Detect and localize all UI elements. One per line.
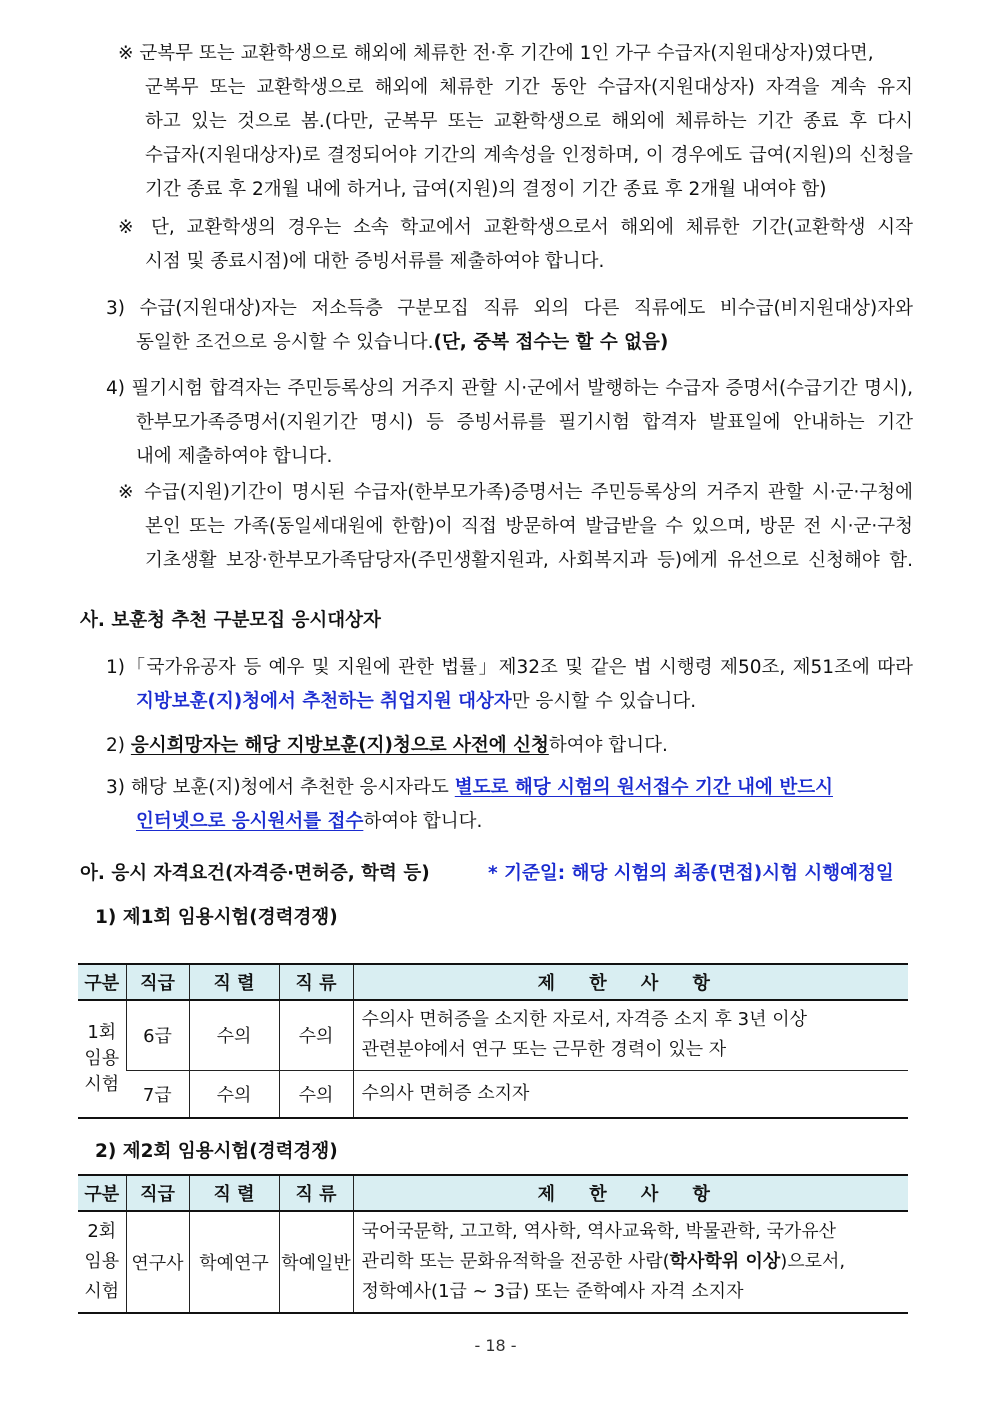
table2-row1-class: 학예일반	[279, 1211, 353, 1313]
table2-row1-limit: 국어국문학, 고고학, 역사학, 역사교육학, 박물관학, 국가유산 관리학 또는 문화유적학을 전공한 사람(학사학위 이상)으로서, 정학예사(1급 ~ 3급) 또는 준학예사 자격 소지자	[353, 1211, 908, 1313]
item4-line2: 한부모가족증명서(지원기간 명시) 등 증빙서류를 필기시험 합격자 발표일에 안내하는 기간	[136, 412, 913, 433]
sa-item3-line1	[106, 776, 833, 800]
table-row	[78, 1211, 908, 1313]
table1-row2-series: 수의	[189, 1070, 279, 1118]
basis-text: * 기준일: 해당 시험의 최종(면접)시험 시행예정일	[488, 863, 894, 884]
note1-line1: ※ 군복무 또는 교환학생으로 해외에 체류한 전·후 기간에 1인 가구 수급자(지원대상자)였다면,	[118, 43, 874, 64]
table1-header-class: 직 류	[279, 964, 353, 1000]
table1-row2-limit: 수의사 면허증 소지자	[353, 1070, 908, 1118]
item4-line3: 내에 제출하여야 합니다.	[136, 446, 333, 467]
section-a-title: 아. 응시 자격요건(자격증·면허증, 학력 등)	[80, 863, 430, 884]
table2-row1-series: 학예연구	[189, 1211, 279, 1313]
table1-row1-limit: 수의사 면허증을 소지한 자로서, 자격증 소지 후 3년 이상 관련분야에서 연구 또는 근무한 경력이 있는 자	[353, 1000, 908, 1070]
sa-item1-line1: 1)「국가유공자 등 예우 및 지원에 관한 법률」제32조 및 같은 법 시행령 제50조, 제51조에 따라	[106, 657, 913, 678]
sa-item2	[106, 734, 668, 758]
table-row	[78, 1000, 908, 1070]
table1-row1-class: 수의	[279, 1000, 353, 1070]
sa-item3-highlight2: 인터넷으로 응시원서를 접수	[136, 811, 364, 832]
table1-caption: 1) 제1회 임용시험(경력경쟁)	[95, 907, 338, 928]
sa-item3-highlight1: 별도로 해당 시험의 원서접수 기간 내에 반드시	[454, 777, 833, 798]
table1-header-grade: 직급	[126, 964, 189, 1000]
degree-requirement: 학사학위 이상	[669, 1251, 781, 1272]
table1-header-gubun: 구분	[78, 964, 126, 1000]
item3-line1: 3) 수급(지원대상)자는 저소득층 구분모집 직류 외의 다른 직류에도 비수급(비지원대상)자와	[106, 298, 913, 319]
item3-text: 동일한 조건으로 응시할 수 있습니다.	[136, 332, 434, 353]
page-number: - 18 -	[474, 1336, 517, 1355]
sa-item3-rest: 하여야 합니다.	[363, 811, 483, 832]
table2-group-label: 2회 임용 시험	[78, 1211, 126, 1313]
table-row	[78, 1070, 908, 1118]
item3-line2	[136, 331, 668, 355]
sa-item2-underlined: 응시희망자는 해당 지방보훈(지)청으로 사전에 신청	[130, 735, 549, 756]
note2-line2: 시점 및 종료시점)에 대한 증빙서류를 제출하여야 합니다.	[145, 251, 605, 272]
note3-line2: 본인 또는 가족(동일세대원에 한함)이 직접 방문하여 발급받을 수 있으며, 방문 전 시·군·구청	[145, 516, 913, 537]
table2-header-grade: 직급	[126, 1175, 189, 1211]
item4-line1: 4) 필기시험 합격자는 주민등록상의 거주지 관할 시·군에서 발행하는 수급자 증명서(수급기간 명시),	[106, 378, 913, 399]
sa-item1-highlight: 지방보훈(지)청에서 추천하는 취업지원 대상자	[136, 691, 512, 712]
table2-header-class: 직 류	[279, 1175, 353, 1211]
note1-line2: 군복무 또는 교환학생으로 해외에 체류한 기간 동안 수급자(지원대상자) 자격을 계속 유지	[145, 77, 913, 98]
sa-item3-line2	[136, 810, 482, 834]
table2-header-gubun: 구분	[78, 1175, 126, 1211]
table2-row1-grade: 연구사	[126, 1211, 189, 1313]
section-a-basis	[488, 862, 894, 886]
table1-row2-class: 수의	[279, 1070, 353, 1118]
note3-line3: 기초생활 보장·한부모가족담당자(주민생활지원과, 사회복지과 등)에게 유선으로 신청해야 함.	[145, 550, 913, 571]
item3-no-duplicate: (단, 중복 접수는 할 수 없음)	[433, 332, 669, 353]
table1-row2-grade: 7급	[126, 1070, 189, 1118]
table2-header-row	[78, 1175, 908, 1211]
sa-item1-rest: 만 응시할 수 있습니다.	[511, 691, 697, 712]
table1-row1-series: 수의	[189, 1000, 279, 1070]
table1-group-label: 1회 임용 시험	[78, 1000, 126, 1118]
table2-header-series: 직 렬	[189, 1175, 279, 1211]
table1-header-limit: 제 한 사 항	[353, 964, 908, 1000]
table1-header-series: 직 렬	[189, 964, 279, 1000]
table2	[78, 1174, 908, 1314]
note2-line1: ※ 단, 교환학생의 경우는 소속 학교에서 교환학생으로서 해외에 체류한 기간(교환학생 시작	[118, 217, 913, 238]
table2-caption: 2) 제2회 임용시험(경력경쟁)	[95, 1141, 338, 1162]
table1-row1-grade: 6급	[126, 1000, 189, 1070]
sa-item3-prefix: 3) 해당 보훈(지)청에서 추천한 응시자라도	[106, 777, 455, 798]
table1-header-row	[78, 964, 908, 1000]
sa-item2-prefix: 2)	[106, 735, 131, 756]
sa-item2-rest: 하여야 합니다.	[548, 735, 668, 756]
section-sa-title: 사. 보훈청 추천 구분모집 응시대상자	[80, 610, 381, 631]
note1-line5: 기간 종료 후 2개월 내에 하거나, 급여(지원)의 결정이 기간 종료 후 2개월 내여야 함)	[145, 179, 827, 200]
note1-line3: 하고 있는 것으로 봄.(다만, 군복무 또는 교환학생으로 해외에 체류하는 기간 종료 후 다시	[145, 111, 913, 132]
sa-item1-line2	[136, 690, 696, 714]
note1-line4: 수급자(지원대상자)로 결정되어야 기간의 계속성을 인정하며, 이 경우에도 급여(지원)의 신청을	[145, 145, 913, 166]
note3-line1: ※ 수급(지원)기간이 명시된 수급자(한부모가족)증명서는 주민등록상의 거주지 관할 시·군·구청에	[118, 482, 913, 503]
table1	[78, 963, 908, 1119]
table2-header-limit: 제 한 사 항	[353, 1175, 908, 1211]
